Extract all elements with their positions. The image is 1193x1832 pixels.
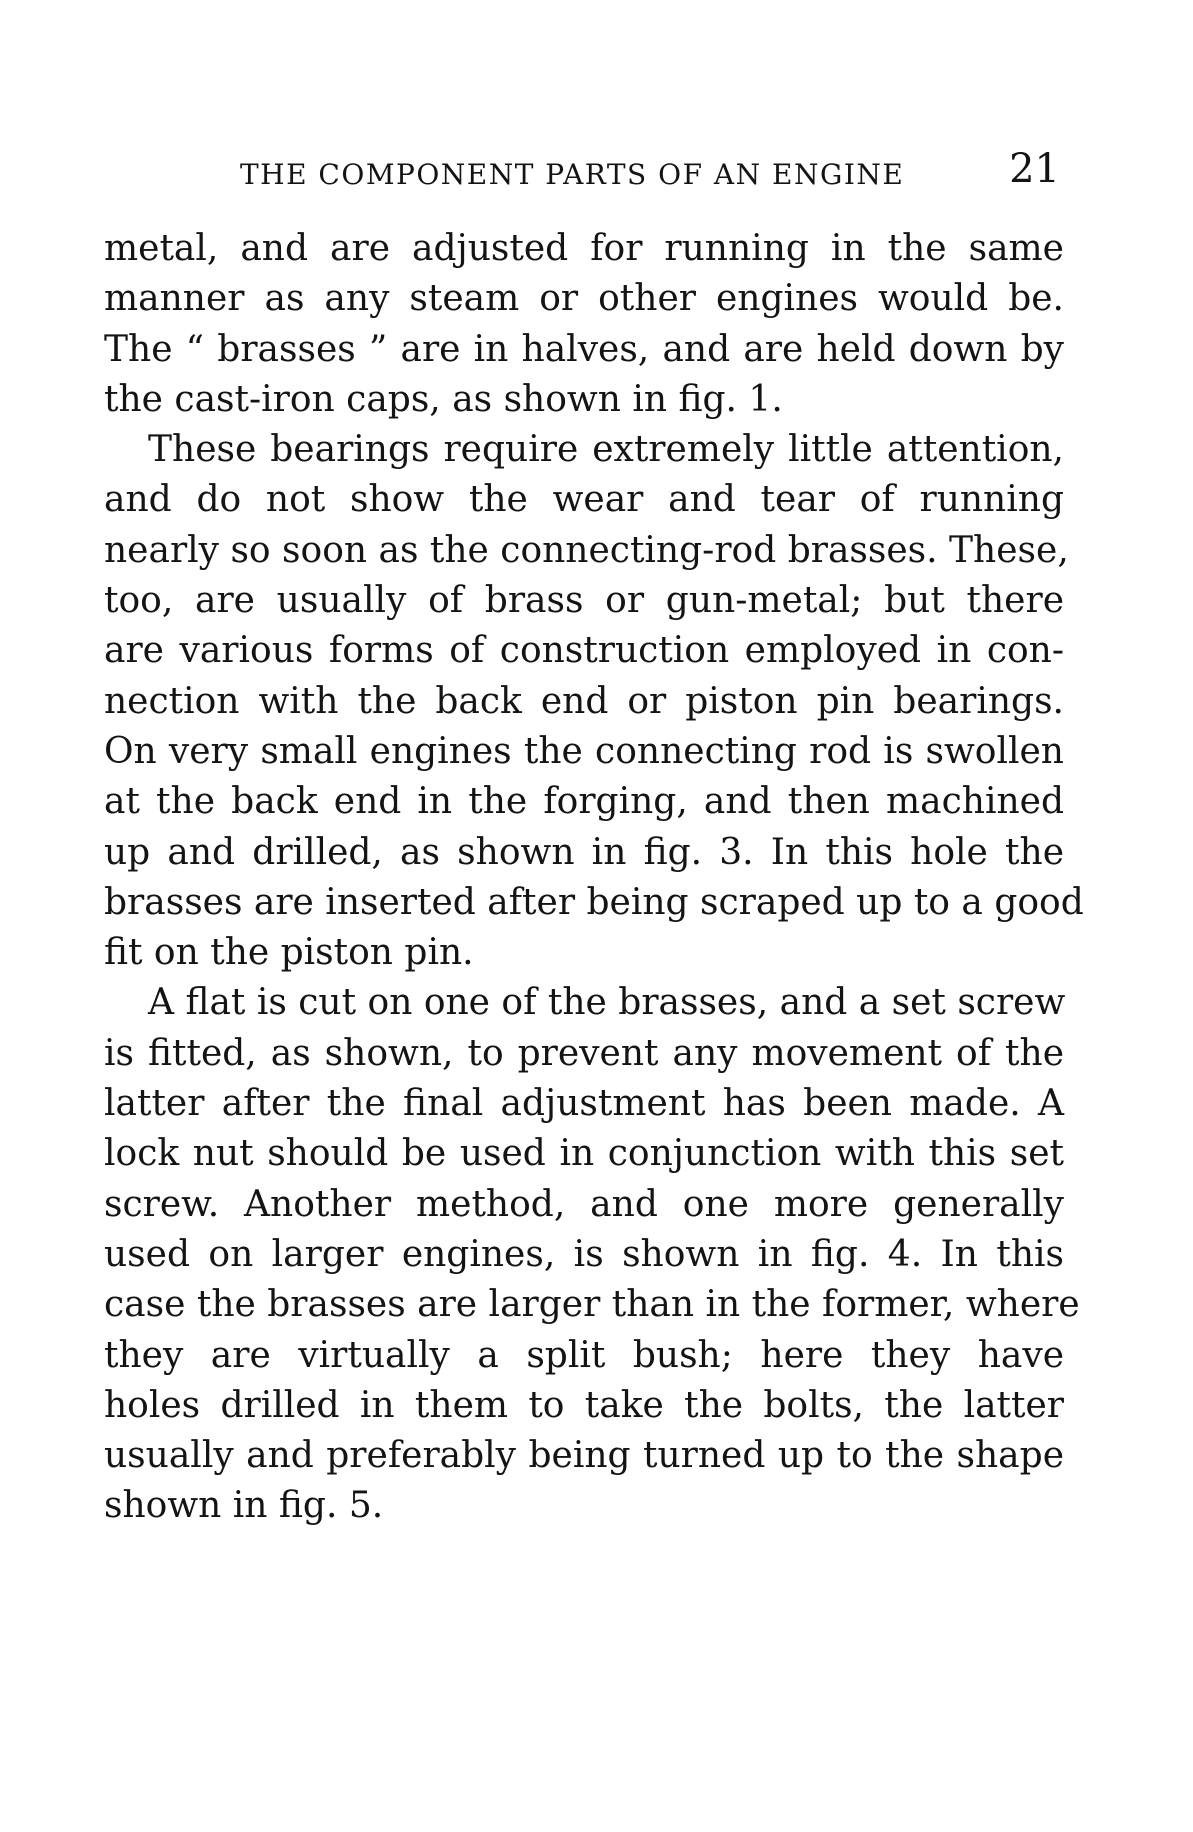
text-line: and do not show the wear and tear of running bbox=[104, 479, 1064, 521]
text-line: they are virtually a split bush; here they have bbox=[104, 1334, 1064, 1376]
text-line: are various forms of construction employed in con- bbox=[104, 630, 1064, 672]
text-line: case the brasses are larger than in the former, where bbox=[104, 1284, 1080, 1326]
text-line: is fitted, as shown, to prevent any movement of the bbox=[104, 1032, 1064, 1074]
paragraph-3 bbox=[104, 978, 1080, 1531]
text-line: manner as any steam or other engines would be. bbox=[104, 278, 1064, 320]
text-line: shown in fig. 5. bbox=[104, 1485, 384, 1527]
text-line: fit on the piston pin. bbox=[104, 932, 474, 974]
running-head bbox=[240, 146, 1070, 196]
text-line: These bearings require extremely little attention, bbox=[148, 429, 1064, 471]
body-text bbox=[104, 224, 1084, 1532]
text-line: nearly so soon as the connecting-rod brasses. These, bbox=[104, 529, 1069, 571]
text-line: The “ brasses ” are in halves, and are held down by bbox=[104, 328, 1064, 370]
text-line: used on larger engines, is shown in fig. 4. In this bbox=[104, 1233, 1064, 1275]
text-line: lock nut should be used in conjunction with this set bbox=[104, 1133, 1064, 1175]
text-line: screw. Another method, and one more generally bbox=[104, 1183, 1064, 1225]
text-line: latter after the final adjustment has been made. A bbox=[104, 1083, 1064, 1125]
text-line: A flat is cut on one of the brasses, and a set screw bbox=[148, 982, 1066, 1024]
running-head-title: THE COMPONENT PARTS OF AN ENGINE bbox=[240, 158, 905, 191]
text-line: up and drilled, as shown in fig. 3. In this hole the bbox=[104, 831, 1064, 873]
paragraph-2 bbox=[104, 425, 1084, 978]
text-line: On very small engines the connecting rod is swollen bbox=[104, 730, 1064, 772]
text-line: too, are usually of brass or gun-metal; but there bbox=[104, 580, 1064, 622]
text-line: nection with the back end or piston pin bearings. bbox=[104, 680, 1064, 722]
paragraph-1 bbox=[104, 224, 1064, 425]
text-line: the cast-iron caps, as shown in fig. 1. bbox=[104, 378, 783, 420]
text-line: usually and preferably being turned up to the shape bbox=[104, 1435, 1064, 1477]
text-line: metal, and are adjusted for running in the same bbox=[104, 228, 1064, 269]
text-line: at the back end in the forging, and then machined bbox=[104, 781, 1064, 823]
page-number: 21 bbox=[1009, 146, 1060, 192]
text-line: holes drilled in them to take the bolts, the latter bbox=[104, 1384, 1064, 1426]
text-line: brasses are inserted after being scraped up to a good bbox=[104, 881, 1084, 923]
